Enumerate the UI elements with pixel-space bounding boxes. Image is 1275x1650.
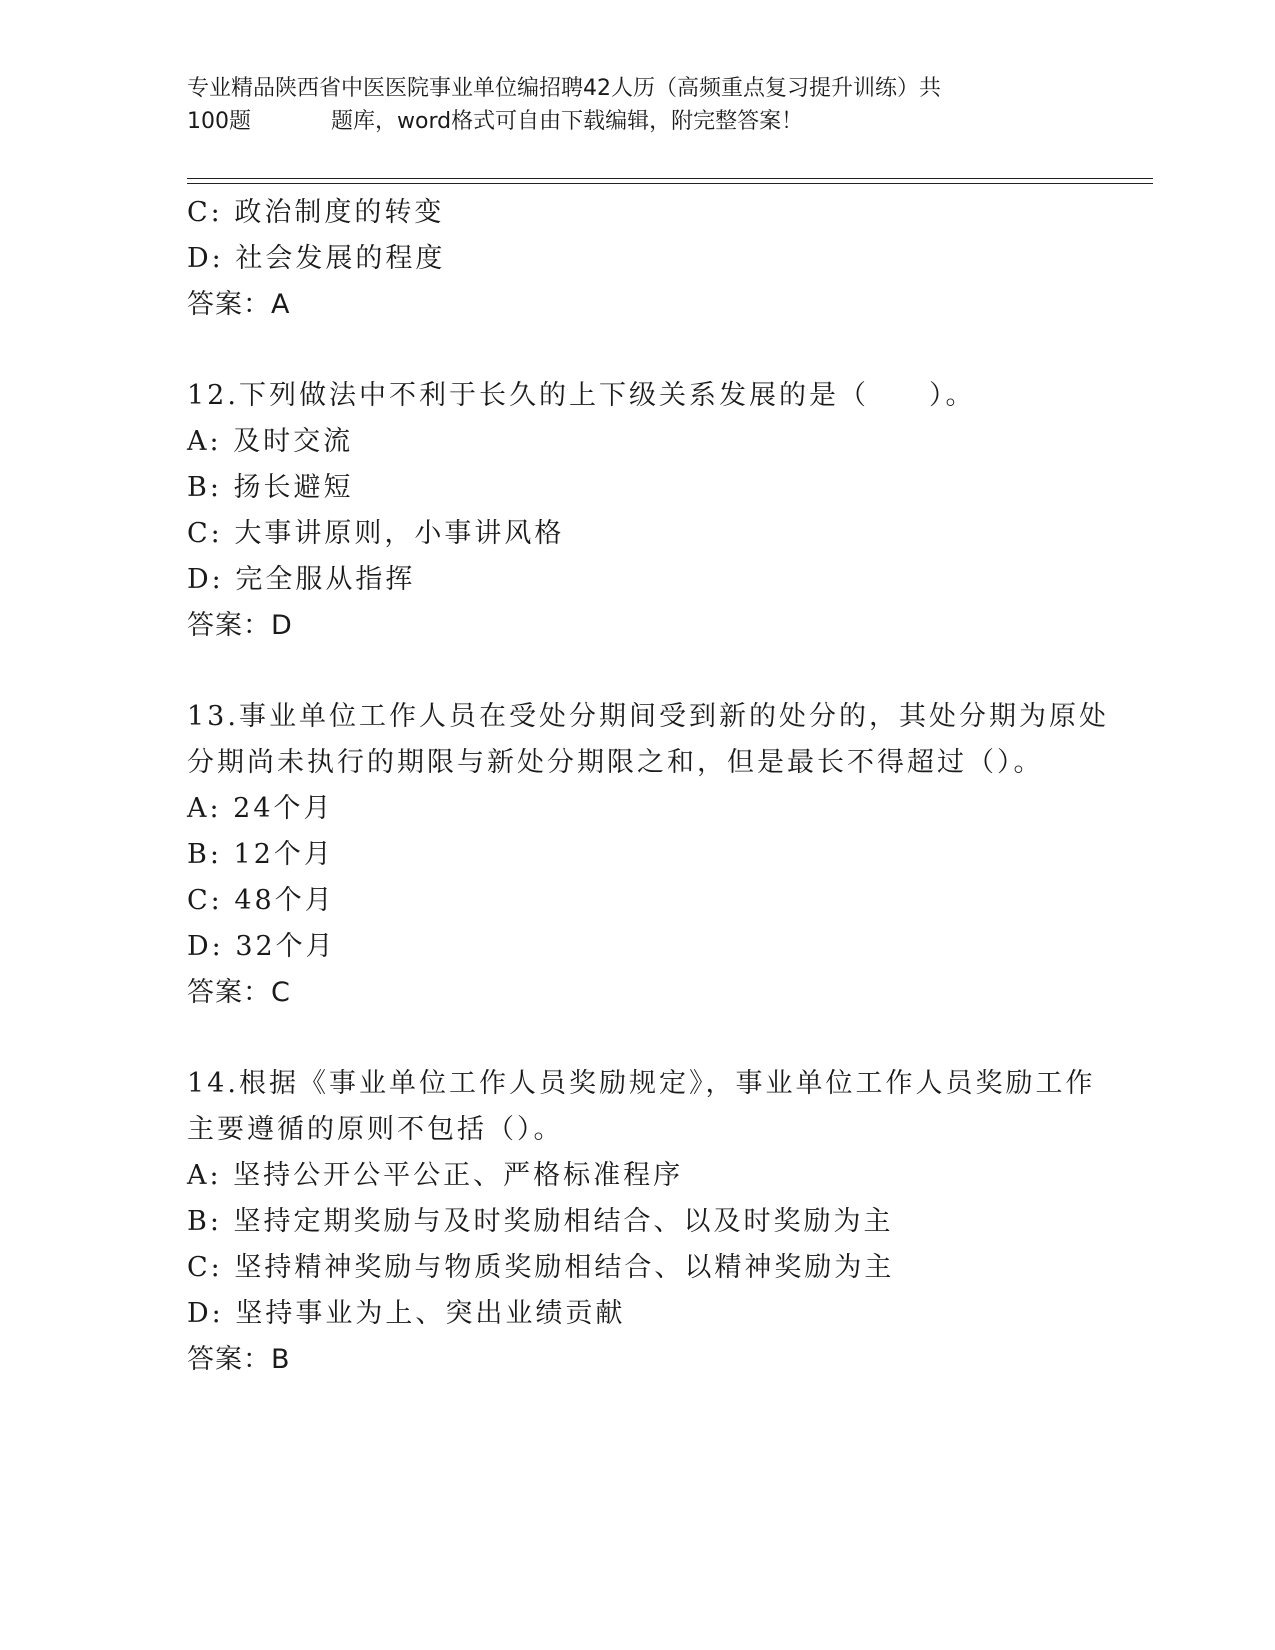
option-c: C: 大事讲原则，小事讲风格 [187,518,565,549]
answer-line: 答案：B [187,1344,291,1375]
question-12 [187,373,1087,649]
question-text-continued: 分期尚未执行的期限与新处分期限之和，但是最长不得超过（）。 [187,747,1044,778]
answer-line: 答案：A [187,289,291,320]
option-a: A: 坚持公开公平公正、严格标准程序 [187,1160,684,1191]
answer-line: 答案：D [187,610,293,641]
option-a: A: 及时交流 [187,426,354,457]
question-text-continued: 主要遵循的原则不包括（）。 [187,1114,564,1145]
option-b: B: 坚持定期奖励与及时奖励相结合、以及时奖励为主 [187,1206,894,1237]
header-description: 题库，word格式可自由下载编辑，附完整答案！ [331,109,804,134]
option-a: A: 24个月 [187,793,334,824]
header-divider-bottom [187,183,1153,184]
question-14 [187,1061,1096,1383]
option-d: D: 社会发展的程度 [187,243,446,274]
answer-line: 答案：C [187,977,291,1008]
question-text: 12.下列做法中不利于长久的上下级关系发展的是（ ）。 [187,380,976,411]
option-c: C: 坚持精神奖励与物质奖励相结合、以精神奖励为主 [187,1252,895,1283]
question-text: 13.事业单位工作人员在受处分期间受到新的处分的，其处分期为原处 [187,701,1109,732]
option-c: C: 48个月 [187,885,335,916]
header-count: 100题 [187,109,251,134]
document-header [187,72,1067,138]
question-13 [187,694,1109,1016]
previous-question-tail [187,190,1087,328]
header-divider-top [187,178,1153,179]
question-list [187,190,1109,1383]
question-text: 14.根据《事业单位工作人员奖励规定》，事业单位工作人员奖励工作 [187,1068,1096,1099]
option-d: D: 32个月 [187,931,336,962]
option-b: B: 扬长避短 [187,472,354,503]
option-c: C: 政治制度的转变 [187,197,445,228]
header-title-line-2 [187,105,1067,138]
option-d: D: 完全服从指挥 [187,564,416,595]
header-title-line-1: 专业精品陕西省中医医院事业单位编招聘42人历（高频重点复习提升训练）共 [187,76,941,101]
option-b: B: 12个月 [187,839,334,870]
option-d: D: 坚持事业为上、突出业绩贡献 [187,1298,626,1329]
